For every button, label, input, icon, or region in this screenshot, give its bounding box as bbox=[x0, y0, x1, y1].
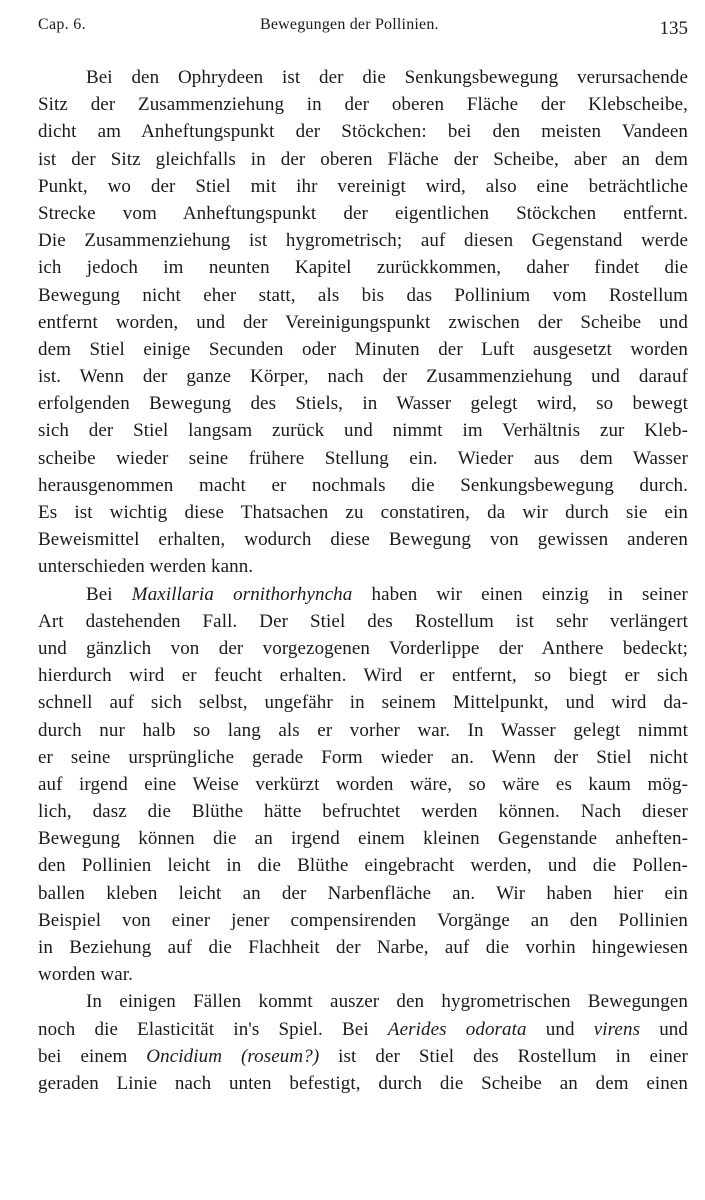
text-line: er seine ursprüngliche gerade Form wieder an. Wenn der Stiel nicht bbox=[38, 746, 688, 768]
text-line: durch nur halb so lang als er vorher war. In Wasser gelegt nimmt bbox=[38, 719, 688, 741]
text-line: worden war. bbox=[38, 964, 134, 986]
text-line: geraden Linie nach unten befestigt, durch die Scheibe an dem einen bbox=[38, 1072, 688, 1094]
body-text bbox=[38, 64, 688, 1097]
page-number: 135 bbox=[659, 18, 688, 39]
text-line bbox=[38, 581, 688, 608]
text-line: dem Stiel einige Secunden oder Minuten der Luft ausgesetzt worden bbox=[38, 338, 688, 360]
text-line: dicht am Anheftungspunkt der Stöckchen: bei den meisten Vandeen bbox=[38, 121, 688, 143]
text-segment: bei einem bbox=[38, 1045, 147, 1067]
text-line: und gänzlich von der vorgezogenen Vorderlippe der Anthere bedeckt; bbox=[38, 637, 688, 659]
text-line: in Beziehung auf die Flachheit der Narbe, auf die vorhin hingewiesen bbox=[38, 937, 688, 958]
text-line: Die Zusammenziehung ist hygrometrisch; auf diesen Gegenstand werde bbox=[38, 230, 688, 252]
text-line: sich der Stiel langsam zurück und nimmt im Verhältnis zur Kleb- bbox=[38, 420, 688, 442]
paragraph-2 bbox=[38, 581, 688, 989]
text-segment: und bbox=[526, 1018, 594, 1040]
text-line: auf irgend eine Weise verkürzt worden wäre, so wäre es kaum mög- bbox=[38, 773, 688, 795]
text-line: Es ist wichtig diese Thatsachen zu constatiren, da wir durch sie ein bbox=[38, 502, 688, 523]
text-line: Beispiel von einer jener compensirenden Vorgänge an den Pollinien bbox=[38, 909, 688, 931]
text-line: hierdurch wird er feucht erhalten. Wird er entfernt, so biegt er sich bbox=[38, 665, 688, 687]
text-line: Sitz der Zusammenziehung in der oberen Fläche der Klebscheibe, bbox=[38, 94, 688, 116]
text-line: unterschieden werden kann. bbox=[38, 556, 254, 578]
text-line: Bei den Ophrydeen ist der die Senkungsbewegung verursachende bbox=[86, 67, 688, 88]
species-name: virens bbox=[593, 1018, 641, 1040]
paragraph-3 bbox=[38, 988, 688, 1097]
text-line: erfolgenden Bewegung des Stiels, in Wasser gelegt wird, so bewegt bbox=[38, 393, 688, 415]
text-line: schnell auf sich selbst, ungefähr in seinem Mittelpunkt, und wird da- bbox=[38, 692, 688, 714]
running-title: Bewegungen der Pollinien. bbox=[260, 16, 439, 33]
species-name: Maxillaria ornithorhyncha bbox=[131, 583, 353, 605]
text-line: Art dastehenden Fall. Der Stiel des Rostellum ist sehr verlängert bbox=[38, 610, 688, 632]
text-line: lich, dasz die Blüthe hätte befruchtet werden können. Nach dieser bbox=[38, 801, 688, 823]
chapter-label: Cap. 6. bbox=[38, 16, 86, 33]
text-segment: Bei bbox=[86, 583, 132, 605]
text-line: herausgenommen macht er nochmals die Senkungsbewegung durch. bbox=[38, 474, 688, 496]
page-header bbox=[38, 16, 688, 44]
text-line: ballen kleben leicht an der Narbenfläche an. Wir haben hier ein bbox=[38, 882, 688, 904]
text-line: scheibe wieder seine frühere Stellung ein. Wieder aus dem Wasser bbox=[38, 447, 688, 469]
text-segment: und bbox=[640, 1018, 688, 1040]
text-line bbox=[38, 1016, 688, 1043]
text-line: entfernt worden, und der Vereinigungspunkt zwischen der Scheibe und bbox=[38, 311, 688, 333]
text-segment: haben wir einen einzig in seiner bbox=[352, 583, 688, 605]
text-segment: noch die Elasticität in's Spiel. Bei bbox=[38, 1018, 388, 1040]
species-name: Oncidium (roseum?) bbox=[146, 1045, 320, 1067]
text-line bbox=[38, 1043, 688, 1070]
species-name: Aerides odorata bbox=[387, 1018, 527, 1040]
text-line: ist der Sitz gleichfalls in der oberen Fläche der Scheibe, aber an dem bbox=[38, 148, 688, 170]
text-line: Strecke vom Anheftungspunkt der eigentlichen Stöckchen entfernt. bbox=[38, 202, 688, 224]
text-line: Punkt, wo der Stiel mit ihr vereinigt wird, also eine beträchtliche bbox=[38, 175, 688, 197]
text-line: ich jedoch im neunten Kapitel zurückkommen, daher findet die bbox=[38, 257, 688, 279]
paragraph-1 bbox=[38, 64, 688, 581]
text-line: Bewegung nicht eher statt, als bis das Pollinium vom Rostellum bbox=[38, 284, 688, 306]
text-segment: ist der Stiel des Rostellum in einer bbox=[319, 1045, 688, 1067]
text-line: den Pollinien leicht in die Blüthe eingebracht werden, und die Pollen- bbox=[38, 855, 688, 877]
text-line: Bewegung können die an irgend einem kleinen Gegenstande anheften- bbox=[38, 828, 688, 850]
text-line: In einigen Fällen kommt auszer den hygrometrischen Bewegungen bbox=[86, 991, 688, 1013]
text-line: Beweismittel erhalten, wodurch diese Bewegung von gewissen anderen bbox=[38, 529, 688, 551]
text-line: ist. Wenn der ganze Körper, nach der Zusammenziehung und darauf bbox=[38, 366, 688, 388]
